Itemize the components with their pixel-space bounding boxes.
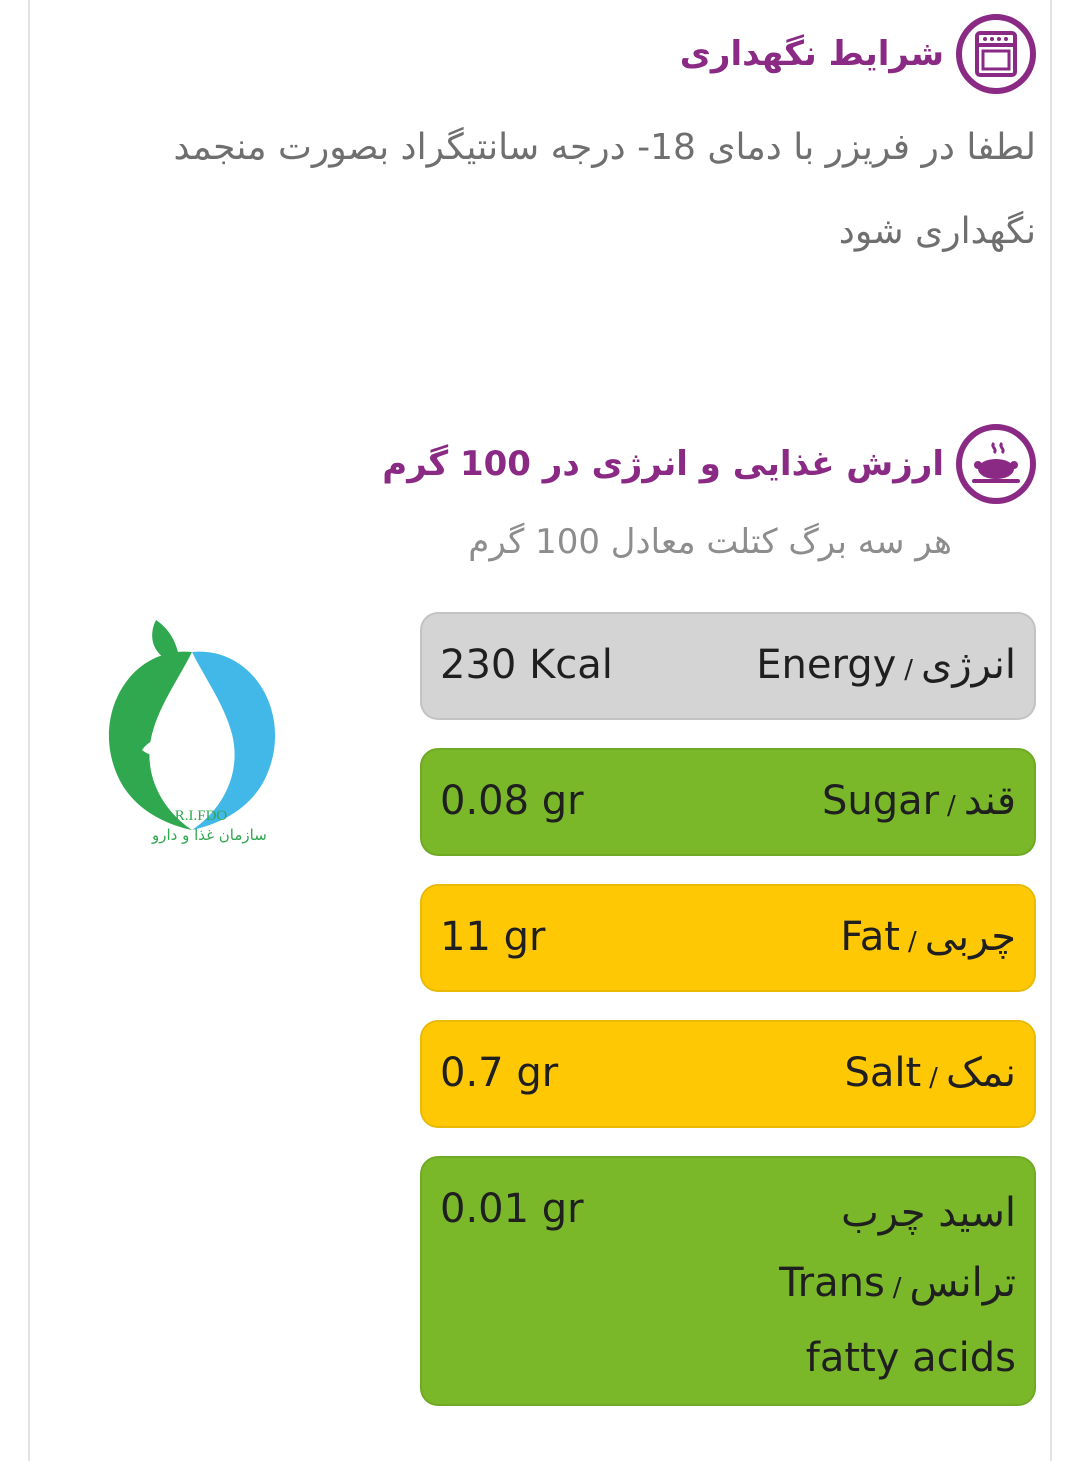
energy-value: 230 Kcal	[440, 642, 613, 688]
nutrition-subtitle: هر سه برگ کتلت معادل 100 گرم	[468, 522, 952, 562]
fat-label	[840, 914, 1016, 960]
sugar-value: 0.08 gr	[440, 778, 584, 824]
sugar-label-fa: قند	[963, 778, 1016, 824]
energy-label	[756, 642, 1016, 688]
trans-fat-label-fa: اسید چرب ترانس	[841, 1190, 1016, 1306]
salt-label-fa: نمک	[945, 1050, 1016, 1096]
logo-abbr: I.R.I.FDO	[166, 808, 228, 824]
storage-title: شرایط نگهداری	[679, 34, 944, 74]
fat-label-sep: /	[907, 927, 917, 957]
fdo-logo	[96, 612, 286, 862]
fat-label-en: Fat	[840, 914, 900, 960]
salt-label-sep: /	[929, 1063, 938, 1093]
salt-value: 0.7 gr	[440, 1050, 559, 1096]
nutrition-section-header	[382, 424, 1036, 504]
salt-label-en: Salt	[844, 1050, 922, 1096]
energy-label-sep: /	[904, 655, 914, 685]
storage-section-header	[680, 14, 1036, 94]
roast-chicken-icon	[956, 424, 1036, 504]
oven-icon	[956, 14, 1036, 94]
nutrition-row-sugar	[420, 748, 1036, 856]
energy-label-fa: انرژی	[921, 642, 1016, 688]
sugar-label	[822, 778, 1016, 824]
salt-label	[844, 1050, 1016, 1096]
trans-fat-value: 0.01 gr	[440, 1186, 584, 1232]
nutrition-row-salt	[420, 1020, 1036, 1128]
sugar-label-en: Sugar	[821, 778, 940, 824]
energy-label-en: Energy	[756, 642, 897, 688]
nutrition-row-fat	[420, 884, 1036, 992]
nutrition-row-energy	[420, 612, 1036, 720]
storage-text: لطفا در فریزر با دمای 18- درجه سانتیگراد بصورت منجمد نگهداری شود	[173, 127, 1036, 252]
fat-value: 11 gr	[440, 914, 546, 960]
trans-fat-label-en: Trans fatty acids	[779, 1260, 1016, 1381]
nutrition-title: ارزش غذایی و انرژی در 100 گرم	[382, 444, 944, 484]
fat-label-fa: چربی	[924, 914, 1016, 960]
trans-fat-label-sep: /	[892, 1273, 902, 1303]
nutrition-row-trans-fat	[420, 1156, 1036, 1406]
nutrition-table	[420, 612, 1036, 1434]
trans-fat-label	[696, 1178, 1016, 1393]
sugar-label-sep: /	[947, 791, 956, 821]
logo-name: سازمان غذا و دارو	[152, 826, 267, 844]
